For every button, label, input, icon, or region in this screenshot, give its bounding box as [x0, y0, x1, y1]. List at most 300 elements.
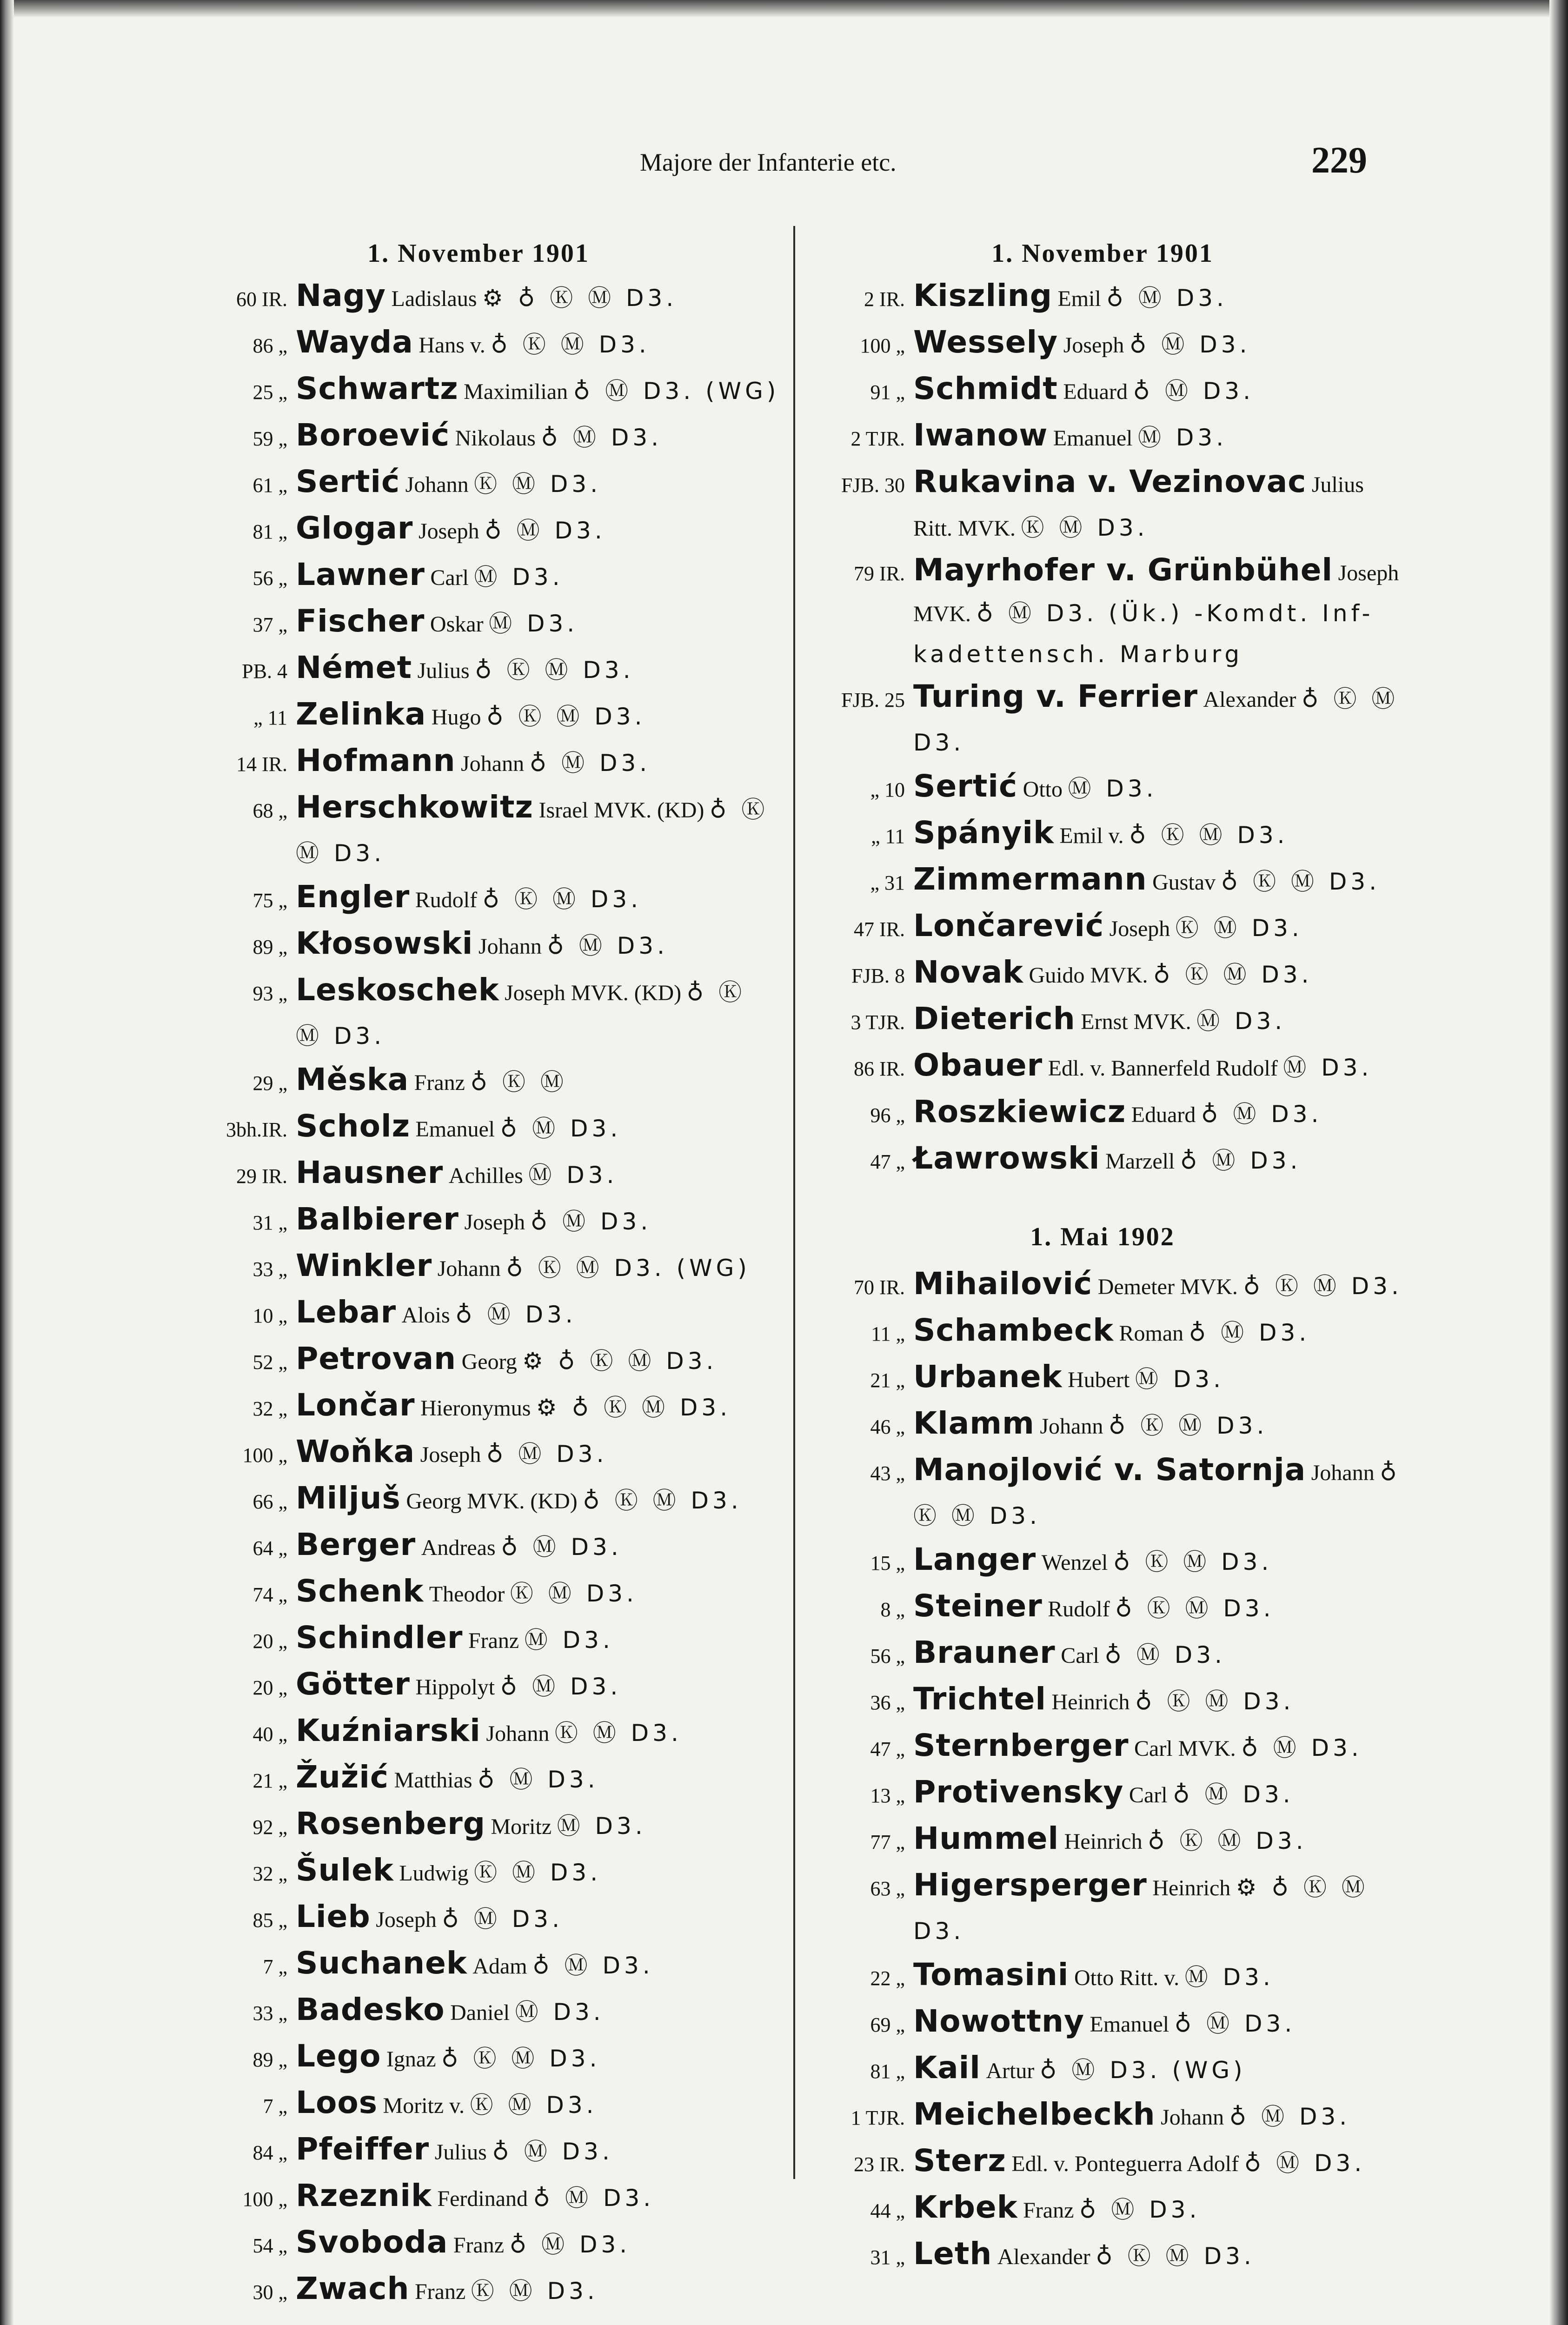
decorations: ♁ Ⓜ D3.: [1079, 2196, 1201, 2223]
officer-given-name: Johann: [405, 472, 469, 497]
list-item: [174, 1849, 783, 1895]
entry-text: [913, 1137, 1402, 1183]
decorations: ♁ Ⓜ D3.: [533, 2185, 655, 2212]
entry-text: [913, 951, 1402, 997]
officer-surname: Svoboda: [296, 2224, 448, 2260]
list-item: [174, 1709, 783, 1756]
officer-given-name: Franz: [468, 1628, 519, 1653]
decorations: ♁ Ⓚ Ⓜ D3.: [1108, 1412, 1268, 1439]
decorations: Ⓜ D3.: [515, 1999, 605, 2026]
officer-surname: Fischer: [296, 603, 425, 639]
officer-given-name: Andreas: [421, 1535, 496, 1560]
entry-text: [913, 1631, 1402, 1677]
decorations: ♁ Ⓜ D3. (WG): [573, 378, 780, 405]
officer-given-name: Wenzel: [1041, 1550, 1108, 1575]
decorations: ♁ Ⓚ Ⓜ: [470, 1069, 567, 1096]
officer-surname: Zwach: [296, 2271, 410, 2306]
officer-surname: Suchanek: [296, 1945, 467, 1981]
officer-surname: Iwanow: [913, 417, 1048, 453]
entry-text: [296, 1849, 783, 1895]
entry-text: [296, 600, 783, 646]
unit-ref: 74 „: [252, 1583, 287, 1606]
unit-ref: 56 „: [870, 1645, 905, 1667]
list-item: [803, 2139, 1402, 2186]
unit-ref: 7 „: [263, 2095, 287, 2118]
entry-text: [296, 1756, 783, 1802]
officer-surname: Sternberger: [913, 1727, 1129, 1763]
list-item: [174, 2081, 783, 2128]
officer-surname: Měska: [296, 1062, 409, 1097]
officer-surname: Schindler: [296, 1620, 463, 1655]
list-item: [803, 1817, 1402, 1864]
officer-given-name: Ludwig: [399, 1861, 469, 1886]
decorations: ♁ Ⓜ D3.: [1133, 378, 1255, 405]
officer-surname: Rukavina v. Vezinovac: [913, 464, 1307, 499]
unit-ref: 29 IR.: [236, 1165, 287, 1188]
decorations: ♁ Ⓜ D3.: [442, 1906, 563, 1933]
decorations: Ⓜ D3.: [489, 610, 578, 637]
list-item: [174, 321, 783, 367]
officer-given-name: Emanuel: [1053, 426, 1133, 451]
decorations: ♁ Ⓚ Ⓜ D3.: [296, 796, 769, 867]
list-item: [803, 550, 1402, 675]
officer-given-name: Joseph MVK. (KD): [505, 981, 682, 1005]
entry-text: [913, 1585, 1402, 1631]
list-item: [174, 1291, 783, 1337]
officer-given-name: Emanuel: [1090, 2012, 1169, 2037]
decorations: ⚙ ♁ Ⓚ Ⓜ D3.: [482, 285, 678, 312]
officer-given-name: Maximilian: [464, 379, 568, 404]
entry-text: [296, 1709, 783, 1755]
officer-given-name: Ferdinand: [437, 2186, 528, 2211]
unit-ref: 61 „: [252, 474, 287, 497]
decorations: ♁ Ⓚ Ⓜ D3.: [475, 657, 634, 684]
section-title-may-1902: 1. Mai 1902: [1030, 1222, 1175, 1251]
officer-surname: Langer: [913, 1541, 1036, 1577]
decorations: ♁ Ⓜ D3.: [1244, 2150, 1366, 2177]
decorations: ♁ Ⓚ Ⓜ D3.: [1148, 1827, 1307, 1854]
officer-surname: Kiszling: [913, 278, 1052, 313]
officer-surname: Wayda: [296, 324, 413, 360]
list-item: [803, 2093, 1402, 2139]
officer-given-name: Theodor: [429, 1582, 505, 1607]
unit-ref: 70 IR.: [854, 1276, 905, 1299]
unit-ref: 32 „: [252, 1862, 287, 1885]
entry-text: [913, 274, 1402, 320]
unit-ref: 77 „: [870, 1831, 905, 1853]
officer-surname: Schenk: [296, 1573, 424, 1609]
unit-ref: 84 „: [252, 2141, 287, 2164]
unit-ref: 89 „: [252, 2048, 287, 2071]
officer-surname: Žužić: [296, 1759, 389, 1795]
unit-ref: 100 „: [242, 1444, 287, 1467]
unit-ref: 47 „: [870, 1150, 905, 1173]
unit-ref: 66 „: [252, 1490, 287, 1513]
decorations: Ⓜ D3.: [1068, 775, 1157, 802]
unit-ref: 14 IR.: [236, 753, 287, 776]
unit-ref: 47 „: [870, 1738, 905, 1760]
decorations: ♁ Ⓜ D3.: [492, 2138, 613, 2165]
section-title: 1. November 1901: [991, 239, 1214, 268]
decorations: ♁ Ⓜ D3.: [478, 1766, 599, 1793]
list-item: [803, 765, 1402, 811]
decorations: ♁ Ⓚ Ⓜ D3.: [296, 979, 746, 1050]
unit-ref: 25 „: [252, 381, 287, 404]
officer-given-name: Franz: [414, 1070, 465, 1095]
running-title: Majore der Infanterie etc.: [640, 148, 897, 176]
unit-ref: 96 „: [870, 1104, 905, 1127]
left-column: [174, 232, 783, 2314]
unit-ref: 37 „: [252, 613, 287, 636]
list-item: [803, 997, 1402, 1044]
officer-surname: Klamm: [913, 1405, 1035, 1441]
list-item: [803, 1262, 1402, 1309]
entry-text: [913, 2232, 1402, 2278]
entry-text: [913, 1771, 1402, 1817]
officer-surname: Berger: [296, 1527, 416, 1562]
officer-given-name: Heinrich: [1064, 1829, 1143, 1854]
list-item: [174, 1430, 783, 1477]
officer-given-name: Alexander: [997, 2245, 1090, 2269]
list-item: [803, 1724, 1402, 1771]
entry-text: [296, 2267, 783, 2313]
officer-surname: Nagy: [296, 278, 386, 313]
entry-text: [913, 1724, 1402, 1770]
officer-given-name: Heinrich: [1152, 1876, 1231, 1900]
officer-given-name: Hans v.: [419, 333, 485, 358]
entry-text: [296, 1802, 783, 1848]
unit-ref: 21 „: [870, 1369, 905, 1392]
officer-surname: Woňka: [296, 1434, 415, 1469]
unit-ref: 32 „: [252, 1397, 287, 1420]
unit-ref: 40 „: [252, 1723, 287, 1746]
officer-surname: Wessely: [913, 324, 1058, 360]
decorations: ♁ Ⓜ D3.: [1180, 1147, 1302, 1174]
list-item: [174, 1988, 783, 2035]
list-item: [803, 274, 1402, 321]
list-item: [174, 1244, 783, 1291]
list-item: [803, 1402, 1402, 1448]
entry-text: [913, 1448, 1402, 1538]
list-item: [174, 693, 783, 739]
officer-given-name: Joseph: [1109, 917, 1170, 941]
list-item: [803, 1631, 1402, 1678]
officer-given-name: Julius: [417, 658, 470, 683]
officer-given-name: Achilles: [448, 1163, 523, 1188]
officer-given-name: Ladislaus: [391, 286, 477, 311]
unit-ref: 69 „: [870, 2013, 905, 2036]
officer-surname: Higersperger: [913, 1867, 1147, 1903]
list-item: [174, 274, 783, 321]
decorations: ♁ Ⓜ D3.: [530, 1208, 652, 1235]
officer-surname: Trichtel: [913, 1681, 1046, 1717]
officer-surname: Spányik: [913, 815, 1054, 850]
officer-given-name: Otto Ritt. v.: [1074, 1966, 1180, 1990]
entry-text: [913, 2046, 1402, 2092]
officer-given-name: Joseph: [420, 1442, 481, 1467]
officer-given-name: Moritz: [491, 1814, 552, 1839]
officer-given-name: Moritz v.: [383, 2093, 465, 2118]
list-item: [174, 1616, 783, 1663]
officer-given-name: Roman: [1119, 1321, 1184, 1346]
list-item: [803, 904, 1402, 951]
decorations: ⚙ ♁ Ⓚ Ⓜ D3.: [913, 1874, 1369, 1945]
unit-ref: 75 „: [252, 889, 287, 912]
officer-given-name: Gustav: [1152, 870, 1216, 895]
entry-text: [296, 2081, 783, 2127]
unit-ref: 33 „: [252, 2002, 287, 2025]
list-item: [803, 1771, 1402, 1817]
entry-text: [296, 553, 783, 599]
entry-text: [913, 1355, 1402, 1402]
entry-text: [296, 1244, 783, 1290]
unit-ref: 47 IR.: [854, 918, 905, 941]
unit-ref: 59 „: [252, 427, 287, 450]
unit-ref: FJB. 30: [841, 474, 905, 497]
unit-ref: 1 TJR.: [850, 2106, 905, 2129]
entry-text: [913, 321, 1402, 367]
decorations: ♁ Ⓚ Ⓜ D3.: [1243, 1273, 1402, 1300]
list-item: [803, 1864, 1402, 1953]
unit-ref: 13 „: [870, 1784, 905, 1807]
unit-ref: 60 IR.: [236, 288, 287, 311]
list-item: [803, 811, 1402, 858]
decorations: ♁ Ⓚ Ⓜ D3.: [1129, 822, 1289, 849]
officer-surname: Novak: [913, 954, 1024, 990]
list-item: [174, 2035, 783, 2081]
unit-ref: 23 IR.: [854, 2153, 905, 2176]
officer-given-name: Alexander: [1203, 687, 1296, 712]
unit-ref: 3 TJR.: [850, 1011, 905, 1034]
list-item: [803, 1538, 1402, 1585]
list-item: [803, 951, 1402, 997]
officer-surname: Rzeznik: [296, 2178, 432, 2213]
entry-text: [296, 1895, 783, 1941]
list-item: [174, 1477, 783, 1523]
entry-text: [913, 1953, 1402, 2000]
decorations: ♁ Ⓜ D3.: [455, 1301, 577, 1328]
unit-ref: 52 „: [252, 1351, 287, 1374]
entry-text: [296, 1663, 783, 1709]
entry-text: [913, 811, 1402, 857]
entry-text: [913, 460, 1402, 550]
officer-surname: Német: [296, 650, 412, 685]
officer-surname: Schwartz: [296, 371, 458, 406]
officer-given-name: Carl: [1129, 1783, 1168, 1807]
decorations: Ⓜ D3.: [1196, 1008, 1286, 1035]
decorations: ♁ Ⓚ Ⓜ D3. (WG): [506, 1255, 751, 1282]
decorations: Ⓜ D3.: [1137, 424, 1228, 451]
list-item: [174, 2128, 783, 2174]
officer-surname: Meichelbeckh: [913, 2096, 1156, 2132]
officer-surname: Protivensky: [913, 1774, 1124, 1810]
unit-ref: 63 „: [870, 1877, 905, 1900]
officer-given-name: Oskar: [430, 612, 484, 637]
officer-given-name: Ignaz: [386, 2047, 436, 2072]
entry-text: [296, 739, 783, 785]
list-item: [803, 2186, 1402, 2232]
entry-text: [296, 274, 783, 320]
unit-ref: 81 „: [870, 2060, 905, 2083]
decorations: Ⓚ Ⓜ D3.: [474, 1859, 602, 1886]
decorations: Ⓜ D3.: [524, 1627, 614, 1654]
list-item: [803, 1678, 1402, 1724]
list-item: [174, 2267, 783, 2314]
decorations: ♁ Ⓜ D3.: [532, 1952, 654, 1979]
scan-border-top: [0, 0, 1568, 18]
entry-text: [913, 765, 1402, 811]
decorations: ♁ Ⓚ Ⓜ D3.: [491, 331, 650, 358]
decorations: ♁ Ⓚ Ⓜ D3.: [482, 886, 642, 913]
list-item: [174, 460, 783, 507]
officer-given-name: Rudolf: [415, 888, 478, 912]
list-item: [174, 600, 783, 646]
officer-surname: Götter: [296, 1666, 410, 1702]
officer-surname: Zimmermann: [913, 861, 1147, 897]
officer-surname: Hausner: [296, 1155, 444, 1190]
list-item: [803, 1355, 1402, 1402]
decorations: ♁ Ⓜ D3. (Ük.) -Komdt. Inf-kadettensch. Marburg: [913, 600, 1374, 668]
decorations: ♁ Ⓜ D3.: [1106, 285, 1228, 312]
entry-text: [913, 1044, 1402, 1090]
decorations: ♁ Ⓜ D3.: [1201, 1101, 1322, 1128]
officer-given-name: Johann: [478, 934, 542, 959]
officer-surname: Boroević: [296, 417, 450, 453]
list-item: [174, 1942, 783, 1988]
officer-surname: Lebar: [296, 1294, 397, 1330]
unit-ref: „ 31: [870, 871, 905, 894]
officer-surname: Pfeiffer: [296, 2131, 430, 2167]
officer-given-name: Johann: [461, 751, 525, 776]
entry-text: [913, 550, 1402, 675]
unit-ref: PB. 4: [242, 660, 287, 683]
entry-text: [913, 1817, 1402, 1863]
entry-text: [296, 1337, 783, 1383]
decorations: Ⓚ Ⓜ D3.: [510, 1580, 638, 1607]
entry-text: [296, 367, 783, 413]
officer-surname: Manojlović v. Satornja: [913, 1452, 1306, 1488]
list-item: [803, 1044, 1402, 1090]
decorations: Ⓜ D3.: [557, 1813, 646, 1840]
officer-surname: Turing v. Ferrier: [913, 678, 1198, 714]
unit-ref: 46 „: [870, 1415, 905, 1438]
officer-given-name: Julius: [434, 2140, 487, 2165]
list-item: [174, 1663, 783, 1709]
unit-ref: 56 „: [252, 567, 287, 590]
entry-text: [296, 646, 783, 692]
list-item: [174, 553, 783, 600]
unit-ref: 22 „: [870, 1967, 905, 1990]
decorations: ♁ Ⓜ D3.: [509, 2231, 631, 2258]
officer-given-name: Johann: [1161, 2105, 1224, 2130]
entry-text: [296, 922, 783, 968]
list-item: [174, 1198, 783, 1244]
list-item: [803, 321, 1402, 367]
decorations: Ⓚ Ⓜ D3.: [471, 2278, 598, 2305]
entry-text: [913, 2000, 1402, 2046]
unit-ref: 54 „: [252, 2234, 287, 2257]
decorations: ♁ Ⓜ D3.: [500, 1115, 622, 1142]
officer-given-name: Carl: [1061, 1643, 1099, 1668]
entry-text: [296, 1616, 783, 1662]
entry-text: [913, 1678, 1402, 1724]
entry-text: [296, 876, 783, 922]
unit-ref: 3bh.IR.: [226, 1118, 287, 1141]
officer-given-name: Edl. v. Ponteguerra Adolf: [1011, 2152, 1239, 2176]
officer-given-name: Daniel: [450, 2000, 510, 2025]
officer-surname: Dieterich: [913, 1001, 1076, 1036]
officer-given-name: Adam: [472, 1954, 527, 1979]
entry-text: [913, 2186, 1402, 2232]
decorations: Ⓚ Ⓜ D3.: [1175, 915, 1303, 942]
scan-border-left: [0, 0, 14, 2325]
entry-text: [296, 1105, 783, 1151]
list-item: [174, 1570, 783, 1616]
officer-given-name: Carl: [430, 565, 469, 590]
entry-text: [296, 1988, 783, 2034]
officer-surname: Miljuš: [296, 1480, 401, 1516]
entry-text: [913, 904, 1402, 950]
officer-given-name: Johann: [486, 1721, 550, 1746]
decorations: ♁ Ⓜ D3.: [1189, 1319, 1310, 1346]
decorations: Ⓜ D3.: [1184, 1964, 1274, 1991]
officer-surname: Krbek: [913, 2189, 1018, 2225]
unit-ref: 93 „: [252, 982, 287, 1005]
officer-given-name: Eduard: [1131, 1103, 1196, 1127]
unit-ref: 20 „: [252, 1630, 287, 1653]
list-item: [174, 1105, 783, 1151]
entry-list: [174, 274, 783, 2314]
decorations: ♁ Ⓜ D3.: [486, 1441, 608, 1468]
unit-ref: 8 „: [880, 1598, 905, 1621]
decorations: Ⓚ Ⓜ D3.: [1021, 514, 1149, 541]
decorations: Ⓚ Ⓜ D3.: [554, 1720, 682, 1747]
officer-given-name: Carl MVK.: [1134, 1736, 1236, 1761]
officer-surname: Petrovan: [296, 1341, 457, 1376]
officer-surname: Kłosowski: [296, 925, 473, 961]
entry-text: [296, 1151, 783, 1197]
decorations: ♁ Ⓜ D3.: [1229, 2103, 1351, 2130]
entry-list: [803, 1262, 1402, 2279]
officer-surname: Schmidt: [913, 371, 1058, 406]
entry-text: [296, 2128, 783, 2174]
entry-list: [803, 274, 1402, 1183]
decorations: ♁ Ⓜ D3.: [541, 424, 663, 451]
entry-text: [913, 858, 1402, 904]
decorations: ♁ Ⓜ D3.: [1104, 1641, 1226, 1668]
officer-given-name: Johann: [437, 1256, 501, 1281]
officer-given-name: Otto: [1023, 777, 1063, 802]
officer-given-name: Ernst MVK.: [1081, 1010, 1191, 1034]
unit-ref: 68 „: [252, 799, 287, 822]
officer-given-name: Johann: [1311, 1461, 1375, 1485]
list-item: [803, 2046, 1402, 2093]
entry-text: [296, 507, 783, 553]
decorations: ⚙ ♁ Ⓚ Ⓜ D3.: [522, 1348, 718, 1375]
decorations: ♁ Ⓚ Ⓜ D3.: [583, 1487, 742, 1514]
officer-surname: Zelinka: [296, 696, 426, 732]
officer-surname: Lieb: [296, 1899, 371, 1934]
decorations: ♁ Ⓚ Ⓜ D3.: [913, 1459, 1401, 1529]
list-item: [803, 1953, 1402, 2000]
decorations: Ⓜ D3.: [1283, 1054, 1373, 1081]
decorations: ♁ Ⓜ D3.: [1241, 1734, 1362, 1761]
unit-ref: 2 TJR.: [850, 427, 905, 450]
unit-ref: 31 „: [870, 2246, 905, 2269]
entry-text: [296, 1570, 783, 1616]
decorations: ♁ Ⓚ Ⓜ D3.: [1113, 1548, 1273, 1575]
list-item: [174, 367, 783, 414]
